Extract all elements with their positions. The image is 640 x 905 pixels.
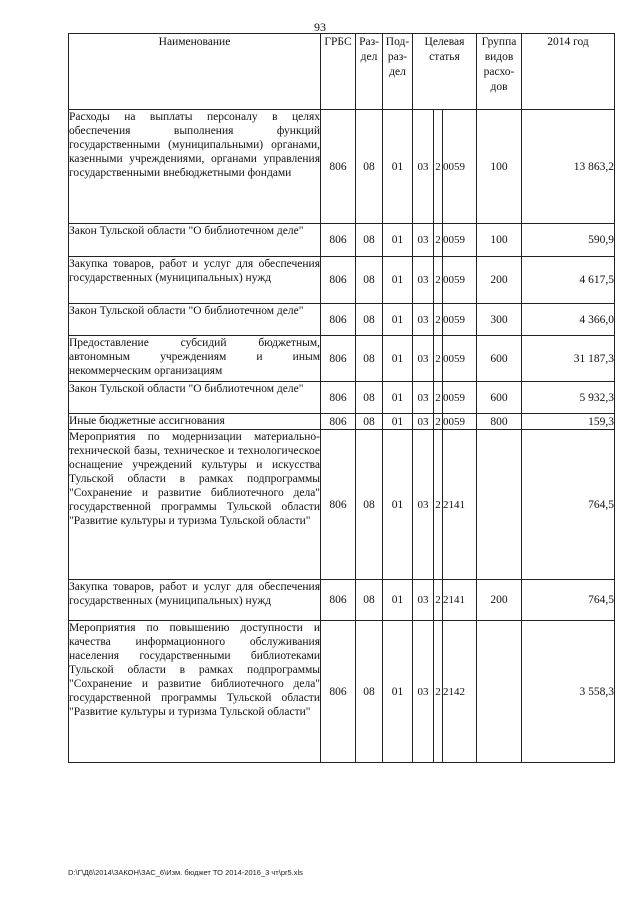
header-name: Наименование: [69, 34, 321, 110]
row-group: 800: [477, 414, 522, 430]
row-target-code: 0059: [443, 304, 477, 336]
row-amount: 4 617,5: [522, 257, 615, 304]
row-name: Предоставление субсидий бюджетным, автономным учреждениям и иным некоммерческим организациям: [69, 336, 321, 382]
row-target-subprogram: 2: [434, 110, 443, 224]
row-razdel: 08: [356, 257, 383, 304]
row-target-program: 03: [413, 621, 434, 763]
table-row: [69, 304, 615, 336]
row-razdel: 08: [356, 414, 383, 430]
row-target-subprogram: 2: [434, 336, 443, 382]
row-target-program: 03: [413, 382, 434, 414]
row-grbs: 806: [321, 110, 356, 224]
row-target-code: 2141: [443, 430, 477, 580]
table-row: [69, 224, 615, 257]
file-path-footer: D:\Г\Д6\2014\ЗАКОН\ЗАС_6\Изм. бюджет ТО 2014-2016_3 чт\pr5.xls: [68, 868, 303, 877]
header-target: Целевая статья: [413, 34, 477, 110]
row-podrazdel: 01: [383, 382, 413, 414]
row-target-code: 0059: [443, 414, 477, 430]
table-row: [69, 382, 615, 414]
table-body: [69, 110, 615, 763]
table-header-row: [69, 34, 615, 110]
row-target-program: 03: [413, 257, 434, 304]
row-target-subprogram: 2: [434, 382, 443, 414]
row-amount: 4 366,0: [522, 304, 615, 336]
row-name: Закупка товаров, работ и услуг для обеспечения государственных (муниципальных) нужд: [69, 257, 321, 304]
row-target-code: 0059: [443, 257, 477, 304]
table-row: [69, 621, 615, 763]
row-group: [477, 430, 522, 580]
header-podrazdel: Под-раз-дел: [383, 34, 413, 110]
row-razdel: 08: [356, 382, 383, 414]
table-row: [69, 580, 615, 621]
header-year: 2014 год: [522, 34, 615, 110]
row-target-program: 03: [413, 580, 434, 621]
page-number: 93: [314, 20, 326, 34]
row-group: 600: [477, 382, 522, 414]
row-podrazdel: 01: [383, 257, 413, 304]
row-target-program: 03: [413, 336, 434, 382]
row-group: 200: [477, 580, 522, 621]
row-target-subprogram: 2: [434, 430, 443, 580]
row-podrazdel: 01: [383, 224, 413, 257]
row-target-subprogram: 2: [434, 304, 443, 336]
budget-table: [68, 33, 615, 763]
row-target-program: 03: [413, 430, 434, 580]
header-razdel: Раз-дел: [356, 34, 383, 110]
header-group: Группа видов расхо-дов: [477, 34, 522, 110]
row-podrazdel: 01: [383, 580, 413, 621]
row-grbs: 806: [321, 382, 356, 414]
row-target-subprogram: 2: [434, 224, 443, 257]
row-target-program: 03: [413, 110, 434, 224]
row-target-code: 2141: [443, 580, 477, 621]
row-name: Расходы на выплаты персоналу в целях обеспечения выполнения функций государственными (муниципальными) органами, казенными учреждениями, органами управления государственными внебюджетными фондами: [69, 110, 321, 224]
row-group: 300: [477, 304, 522, 336]
row-podrazdel: 01: [383, 621, 413, 763]
row-group: 100: [477, 224, 522, 257]
row-razdel: 08: [356, 336, 383, 382]
row-target-program: 03: [413, 224, 434, 257]
row-grbs: 806: [321, 336, 356, 382]
row-target-code: 0059: [443, 224, 477, 257]
row-name: Иные бюджетные ассигнования: [69, 414, 321, 430]
header-grbs: ГРБС: [321, 34, 356, 110]
row-amount: 764,5: [522, 430, 615, 580]
row-amount: 590,9: [522, 224, 615, 257]
row-target-subprogram: 2: [435, 415, 441, 428]
row-grbs: 806: [321, 580, 356, 621]
row-razdel: 08: [356, 621, 383, 763]
row-podrazdel: 01: [383, 110, 413, 224]
row-podrazdel: 01: [383, 304, 413, 336]
row-amount: 13 863,2: [522, 110, 615, 224]
row-target-code: 2142: [443, 621, 477, 763]
row-target-program: 03: [413, 304, 434, 336]
row-razdel: 08: [356, 304, 383, 336]
table-row: [69, 110, 615, 224]
row-target-code: 0059: [443, 110, 477, 224]
row-group: 100: [477, 110, 522, 224]
row-razdel: 08: [356, 224, 383, 257]
row-grbs: 806: [321, 621, 356, 763]
row-name: Мероприятия по повышению доступности и качества информационного обслуживания населения государственными библиотеками Тульской области в рамках подпрограммы "Сохранение и развитие библиотечного дела" государственной программы Тульской области "Развитие культуры и туризма Тульской области": [69, 621, 321, 763]
table-row: [69, 430, 615, 580]
row-podrazdel: 01: [383, 414, 413, 430]
row-grbs: 806: [321, 414, 356, 430]
row-grbs: 806: [321, 430, 356, 580]
row-group: 600: [477, 336, 522, 382]
row-name: Закупка товаров, работ и услуг для обеспечения государственных (муниципальных) нужд: [69, 580, 321, 621]
row-target-code: 0059: [443, 336, 477, 382]
row-target-code: 0059: [443, 382, 477, 414]
table-row: [69, 336, 615, 382]
table-row: [69, 257, 615, 304]
row-name: Закон Тульской области "О библиотечном деле": [69, 382, 321, 414]
row-grbs: 806: [321, 257, 356, 304]
row-amount: 159,3: [522, 414, 615, 430]
row-target-program: 03: [413, 414, 434, 430]
row-podrazdel: 01: [383, 430, 413, 580]
row-amount: 31 187,3: [522, 336, 615, 382]
row-razdel: 08: [356, 430, 383, 580]
table-row: [69, 414, 615, 430]
row-target-subprogram: 2: [434, 580, 443, 621]
row-amount: 5 932,3: [522, 382, 615, 414]
row-grbs: 806: [321, 224, 356, 257]
row-group: 200: [477, 257, 522, 304]
row-target-subprogram: 2: [434, 257, 443, 304]
row-group: [477, 621, 522, 763]
row-name: Мероприятия по модернизации материально-технической базы, техническое и технологическое оснащение учреждений культуры и искусства Тульской области в рамках подпрограммы "Сохранение и развитие библиотечного дела" государственной программы Тульской области "Развитие культуры и туризма Тульской области": [69, 430, 321, 580]
row-target-subprogram: 2: [434, 621, 443, 763]
row-name: Закон Тульской области "О библиотечном деле": [69, 304, 321, 336]
row-podrazdel: 01: [383, 336, 413, 382]
row-amount: 764,5: [522, 580, 615, 621]
row-razdel: 08: [356, 580, 383, 621]
row-razdel: 08: [356, 110, 383, 224]
row-name: Закон Тульской области "О библиотечном деле": [69, 224, 321, 257]
row-grbs: 806: [321, 304, 356, 336]
row-amount: 3 558,3: [522, 621, 615, 763]
